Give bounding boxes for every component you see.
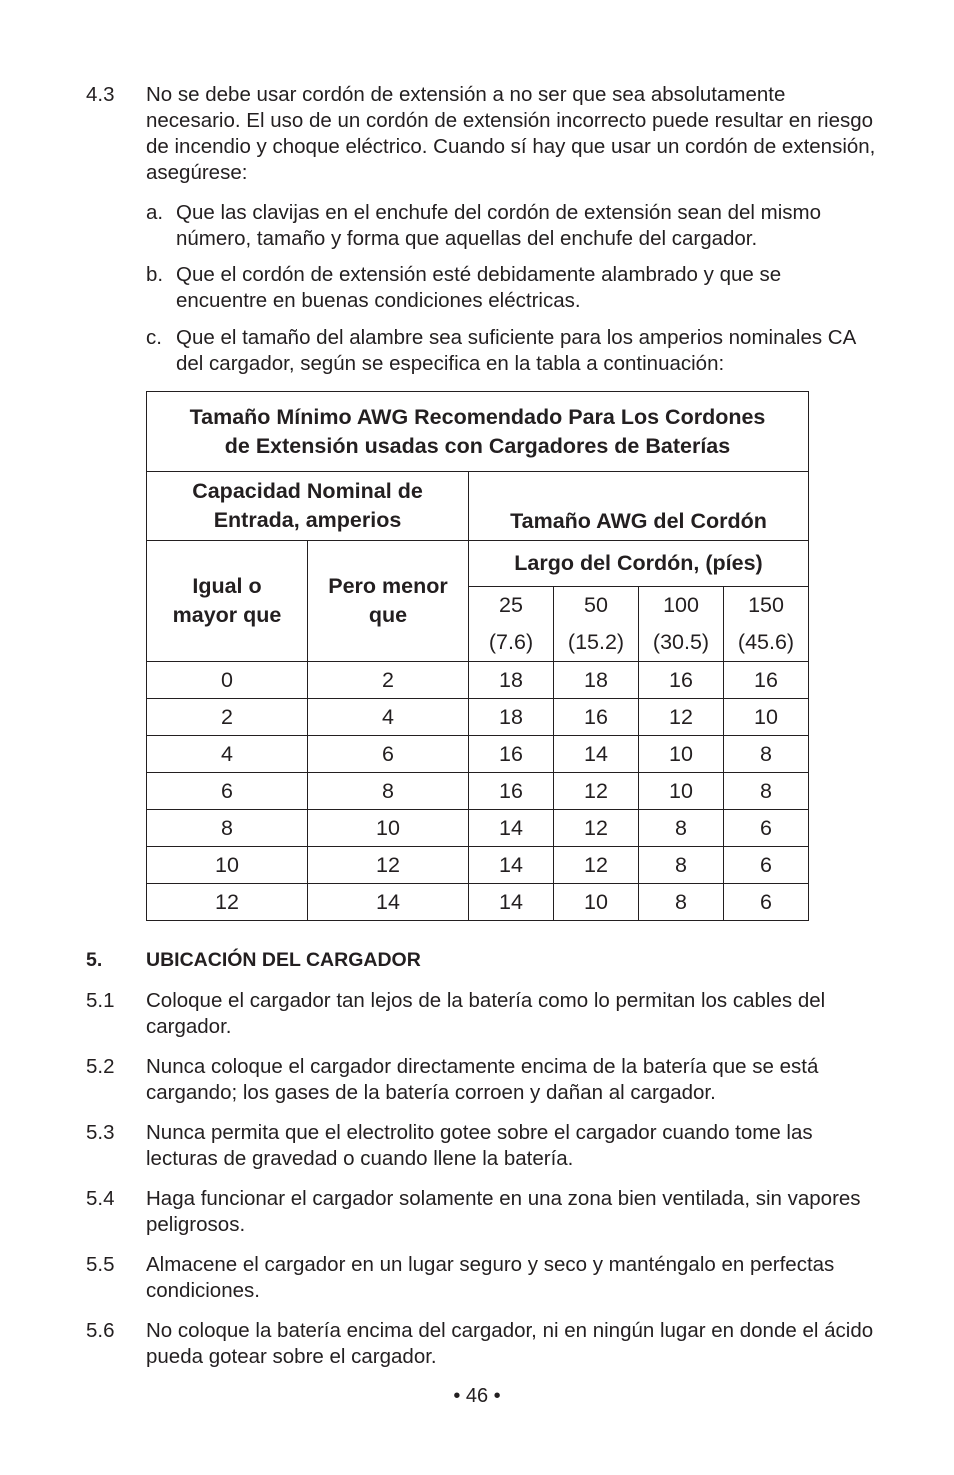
table-cell: 8 (639, 810, 724, 847)
but-less-than-line2: que (368, 603, 408, 627)
table-cell: 8 (308, 773, 469, 810)
table-row (147, 773, 809, 810)
table-cell: 8 (724, 773, 809, 810)
table-cell: 14 (469, 884, 554, 921)
input-rating-line1: Capacidad Nominal de (192, 479, 423, 503)
length-150 (724, 587, 809, 662)
length-100 (639, 587, 724, 662)
table-row (147, 810, 809, 847)
table-cell: 10 (639, 773, 724, 810)
equal-or-greater-line1: Igual o (192, 574, 262, 598)
length-m: (30.5) (652, 630, 710, 654)
but-less-than-line1: Pero menor (328, 574, 448, 598)
table-cell: 12 (639, 699, 724, 736)
item-number: 5.1 (86, 989, 115, 1012)
table-cell: 12 (308, 847, 469, 884)
section-title: UBICACIÓN DEL CARGADOR (146, 949, 421, 971)
item-text: Coloque el cargador tan lejos de la batería como lo permitan los cables del cargador. (146, 989, 826, 1038)
length-ft: 50 (584, 593, 608, 617)
table-title-line2: de Extensión usadas con Cargadores de Baterías (224, 433, 731, 458)
table-row (147, 847, 809, 884)
length-ft: 25 (499, 593, 523, 617)
length-50 (554, 587, 639, 662)
table-cell: 16 (469, 736, 554, 773)
table-cell: 14 (469, 847, 554, 884)
table-cell: 8 (639, 847, 724, 884)
length-ft: 150 (748, 593, 784, 617)
table-cell: 8 (147, 810, 308, 847)
input-rating-header (147, 472, 469, 541)
table-cell: 16 (469, 773, 554, 810)
sub-item-text: Que el cordón de extensión esté debidamente alambrado y que se encuentre en buenas condiciones eléctricas. (176, 263, 782, 312)
table-cell: 6 (724, 847, 809, 884)
table-row (147, 662, 809, 699)
table-cell: 2 (147, 699, 308, 736)
table-cell: 12 (147, 884, 308, 921)
section-5-heading (86, 949, 421, 972)
length-ft: 100 (663, 593, 699, 617)
table-cell: 4 (147, 736, 308, 773)
table-cell: 18 (469, 662, 554, 699)
but-less-than-header (308, 541, 469, 662)
table-cell: 4 (308, 699, 469, 736)
item-text: No se debe usar cordón de extensión a no ser que sea absolutamente necesario. El uso de un cordón de extensión incorrecto puede resultar en riesgo de incendio y choque eléctrico. Cuando sí hay que usar un cordón de extensión, asegúrese: (146, 83, 876, 184)
table-cell: 12 (554, 847, 639, 884)
table-cell: 14 (308, 884, 469, 921)
item-text: No coloque la batería encima del cargador, ni en ningún lugar en donde el ácido pueda gotear sobre el cargador. (146, 1319, 874, 1368)
table-cell: 16 (554, 699, 639, 736)
length-25 (469, 587, 554, 662)
sub-item-text: Que el tamaño del alambre sea suficiente para los amperios nominales CA del cargador, según se especifica en la tabla a continuación: (176, 326, 856, 375)
table-title (147, 392, 809, 472)
cord-length-header: Largo del Cordón, (píes) (469, 541, 809, 587)
item-text: Haga funcionar el cargador solamente en una zona bien ventilada, sin vapores peligrosos. (146, 1187, 861, 1236)
table-cell: 10 (639, 736, 724, 773)
awg-size-header: Tamaño AWG del Cordón (469, 472, 809, 541)
item-number: 5.3 (86, 1121, 115, 1144)
table-row (147, 699, 809, 736)
length-m: (7.6) (488, 630, 534, 654)
table-title-line1: Tamaño Mínimo AWG Recomendado Para Los Cordones (189, 404, 766, 429)
table-cell: 8 (639, 884, 724, 921)
sub-item-label: c. (146, 326, 162, 349)
table-cell: 10 (724, 699, 809, 736)
item-number: 4.3 (86, 83, 115, 106)
item-text: Nunca permita que el electrolito gotee sobre el cargador cuando tome las lecturas de gravedad o cuando llene la batería. (146, 1121, 813, 1170)
page-number: • 46 • (453, 1385, 501, 1407)
table-row (147, 736, 809, 773)
item-number: 5.6 (86, 1319, 115, 1342)
table-cell: 6 (308, 736, 469, 773)
table-cell: 10 (147, 847, 308, 884)
awg-extension-cord-table (146, 391, 809, 921)
item-number: 5.2 (86, 1055, 115, 1078)
table-cell: 12 (554, 773, 639, 810)
table-cell: 10 (554, 884, 639, 921)
table-cell: 14 (554, 736, 639, 773)
sub-item-label: b. (146, 263, 164, 286)
table-cell: 8 (724, 736, 809, 773)
table-cell: 0 (147, 662, 308, 699)
table-cell: 18 (554, 662, 639, 699)
equal-or-greater-header (147, 541, 308, 662)
table-cell: 14 (469, 810, 554, 847)
sub-item-label: a. (146, 201, 164, 224)
item-text: Nunca coloque el cargador directamente encima de la batería que se está cargando; los gases de la batería corroen y dañan al cargador. (146, 1055, 819, 1104)
table-cell: 6 (147, 773, 308, 810)
table-cell: 16 (724, 662, 809, 699)
length-m: (45.6) (737, 630, 795, 654)
table-cell: 10 (308, 810, 469, 847)
sub-item-text: Que las clavijas en el enchufe del cordón de extensión sean del mismo número, tamaño y forma que aquellas del enchufe del cargador. (176, 201, 821, 250)
table-cell: 18 (469, 699, 554, 736)
equal-or-greater-line2: mayor que (172, 603, 282, 627)
length-m: (15.2) (567, 630, 625, 654)
table-cell: 6 (724, 884, 809, 921)
table-cell: 12 (554, 810, 639, 847)
table-cell: 16 (639, 662, 724, 699)
item-number: 5.5 (86, 1253, 115, 1276)
table-cell: 2 (308, 662, 469, 699)
table-cell: 6 (724, 810, 809, 847)
item-number: 5.4 (86, 1187, 115, 1210)
item-text: Almacene el cargador en un lugar seguro y seco y manténgalo en perfectas condiciones. (146, 1253, 835, 1302)
section-number: 5. (86, 949, 103, 971)
input-rating-line2: Entrada, amperios (213, 508, 402, 532)
table-row (147, 884, 809, 921)
